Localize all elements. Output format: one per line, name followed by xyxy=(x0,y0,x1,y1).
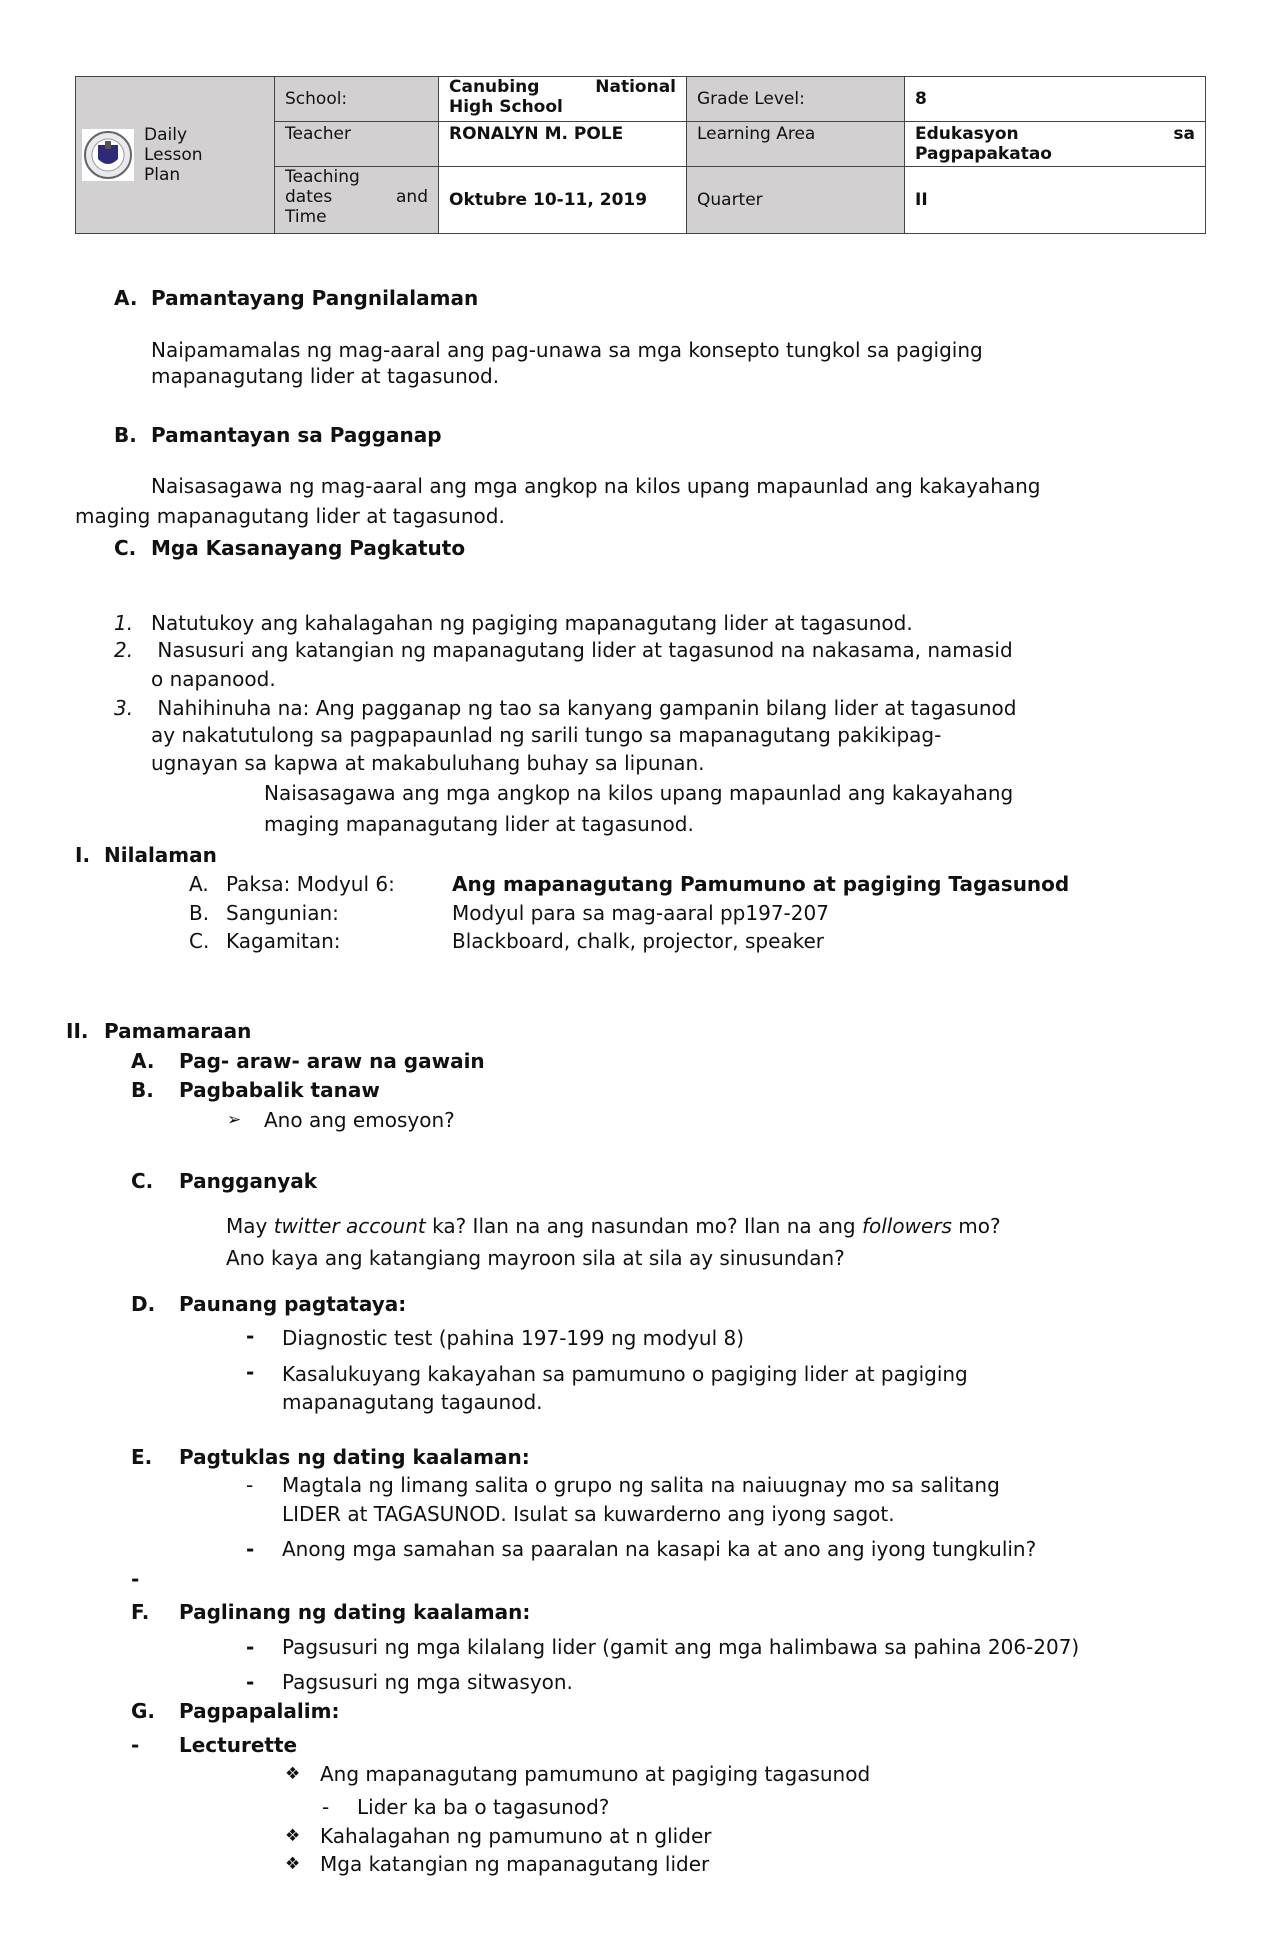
quarter-value: II xyxy=(905,167,1206,234)
section-c-extra: maging mapanagutang lider at tagasunod. xyxy=(264,812,694,836)
list-item: Anong mga samahan sa paaralan na kasapi ka at ano ang iyong tungkulin? xyxy=(282,1537,1037,1561)
title-cell xyxy=(76,77,275,234)
area-value: Edukasyon sa Pagpapakatao xyxy=(905,122,1206,167)
dash-bullet: - xyxy=(246,1670,255,1694)
list-item: Diagnostic test (pahina 197-199 ng modyul 8) xyxy=(282,1326,745,1350)
list-item: mapanagutang tagaunod. xyxy=(282,1390,543,1414)
quarter-label: Quarter xyxy=(687,167,905,234)
section-a-title: Pamantayang Pangnilalaman xyxy=(151,286,479,310)
grade-label: Grade Level: xyxy=(687,77,905,122)
step-letter: E. xyxy=(131,1445,153,1469)
section-ii-number: II. xyxy=(66,1019,89,1043)
section-a-text: mapanagutang lider at tagasunod. xyxy=(151,364,500,388)
dash-bullet: - xyxy=(131,1567,140,1591)
section-i-number: I. xyxy=(75,843,91,867)
section-b-letter: B. xyxy=(114,423,137,447)
list-item: Kasalukuyang kakayahan sa pamumuno o pagiging lider at pagiging xyxy=(282,1362,968,1386)
school-value: Canubing National High School xyxy=(439,77,687,122)
lesson-plan-header-table xyxy=(75,76,1206,234)
step-letter: C. xyxy=(131,1169,154,1193)
step-letter: A. xyxy=(131,1049,155,1073)
list-item: Kahalagahan ng pamumuno at n glider xyxy=(320,1824,712,1848)
dash-bullet: - xyxy=(322,1795,330,1819)
motivation-text: Ano kaya ang katangiang mayroon sila at sila ay sinusundan? xyxy=(226,1246,845,1270)
list-item: Nahihinuha na: Ang pagganap ng tao sa kanyang gampanin bilang lider at tagasunod xyxy=(151,696,1017,720)
section-c-letter: C. xyxy=(114,536,137,560)
list-item: Nasusuri ang katangian ng mapanagutang lider at tagasunod na nakasama, namasid xyxy=(151,638,1013,662)
step-letter: D. xyxy=(131,1292,156,1316)
lecturette-label: Lecturette xyxy=(179,1733,298,1757)
title-line: Plan xyxy=(144,165,181,185)
list-item: Ang mapanagutang pamumuno at pagiging tagasunod xyxy=(320,1762,871,1786)
step-letter: G. xyxy=(131,1699,156,1723)
diamond-bullet-icon: ❖ xyxy=(285,1826,301,1846)
area-label: Learning Area xyxy=(687,122,905,167)
section-b-text: maging mapanagutang lider at tagasunod. xyxy=(75,504,505,528)
dash-bullet: - xyxy=(246,1537,255,1561)
list-item: Ano ang emosyon? xyxy=(264,1108,455,1132)
section-i-title: Nilalaman xyxy=(104,843,217,867)
teacher-label: Teacher xyxy=(275,122,439,167)
list-item: Magtala ng limang salita o grupo ng salita na naiuugnay mo sa salitang xyxy=(282,1473,1000,1497)
item-label: Sangunian: xyxy=(226,901,339,925)
step-title: Pagpapalalim: xyxy=(179,1699,340,1723)
item-label: Paksa: Modyul 6: xyxy=(226,872,395,896)
item-letter: C. xyxy=(189,929,210,953)
step-title: Pagbabalik tanaw xyxy=(179,1078,380,1102)
step-title: Paunang pagtataya: xyxy=(179,1292,407,1316)
title-line: Lesson xyxy=(144,145,203,165)
diamond-bullet-icon: ❖ xyxy=(285,1764,301,1784)
dash-bullet: - xyxy=(246,1360,255,1384)
list-item: ay nakatutulong sa pagpapaunlad ng sarili tungo sa mapanagutang pakikipag- xyxy=(151,723,942,747)
item-letter: A. xyxy=(189,872,209,896)
section-a-text: Naipamamalas ng mag-aaral ang pag-unawa sa mga konsepto tungkol sa pagiging xyxy=(151,338,983,362)
section-ii-title: Pamamaraan xyxy=(104,1019,252,1043)
list-number: 3. xyxy=(114,696,134,720)
dates-label: Teaching dates and Time xyxy=(275,167,439,234)
step-title: Pag- araw- araw na gawain xyxy=(179,1049,485,1073)
list-item: o napanood. xyxy=(151,667,276,691)
deped-seal-icon xyxy=(82,129,134,181)
dash-bullet: - xyxy=(246,1473,254,1497)
motivation-text: May twitter account ka? Ilan na ang nasundan mo? Ilan na ang followers mo? xyxy=(226,1214,1001,1238)
list-item: LIDER at TAGASUNOD. Isulat sa kuwarderno ang iyong sagot. xyxy=(282,1502,895,1526)
section-c-title: Mga Kasanayang Pagkatuto xyxy=(151,536,466,560)
school-label: School: xyxy=(275,77,439,122)
topic-value: Ang mapanagutang Pamumuno at pagiging Tagasunod xyxy=(452,872,1070,896)
item-label: Kagamitan: xyxy=(226,929,341,953)
item-letter: B. xyxy=(189,901,210,925)
dates-value: Oktubre 10-11, 2019 xyxy=(439,167,687,234)
list-item: Mga katangian ng mapanagutang lider xyxy=(320,1852,710,1876)
list-number: 2. xyxy=(114,638,134,662)
list-number: 1. xyxy=(114,611,134,635)
dash-bullet: - xyxy=(246,1635,255,1659)
section-b-text: Naisasagawa ng mag-aaral ang mga angkop na kilos upang mapaunlad ang kakayahang xyxy=(151,474,1041,498)
step-letter: F. xyxy=(131,1600,150,1624)
step-title: Pagtuklas ng dating kaalaman: xyxy=(179,1445,530,1469)
teacher-value: RONALYN M. POLE xyxy=(439,122,687,167)
list-item: ugnayan sa kapwa at makabuluhang buhay sa lipunan. xyxy=(151,751,705,775)
list-item: Pagsusuri ng mga kilalang lider (gamit ang mga halimbawa sa pahina 206-207) xyxy=(282,1635,1080,1659)
title-line: Daily xyxy=(144,125,188,145)
list-item: Pagsusuri ng mga sitwasyon. xyxy=(282,1670,573,1694)
step-letter: B. xyxy=(131,1078,154,1102)
diamond-bullet-icon: ❖ xyxy=(285,1854,301,1874)
dash-bullet: - xyxy=(246,1324,255,1348)
reference-value: Modyul para sa mag-aaral pp197-207 xyxy=(452,901,829,925)
arrow-bullet-icon: ➢ xyxy=(227,1110,242,1130)
section-b-title: Pamantayan sa Pagganap xyxy=(151,423,442,447)
step-title: Paglinang ng dating kaalaman: xyxy=(179,1600,531,1624)
section-c-extra: Naisasagawa ang mga angkop na kilos upang mapaunlad ang kakayahang xyxy=(264,781,1014,805)
list-item: Lider ka ba o tagasunod? xyxy=(357,1795,610,1819)
materials-value: Blackboard, chalk, projector, speaker xyxy=(452,929,825,953)
step-title: Pangganyak xyxy=(179,1169,318,1193)
grade-value: 8 xyxy=(905,77,1206,122)
list-item: Natutukoy ang kahalagahan ng pagiging mapanagutang lider at tagasunod. xyxy=(151,611,913,635)
section-a-letter: A. xyxy=(114,286,138,310)
dash-bullet: - xyxy=(131,1733,140,1757)
